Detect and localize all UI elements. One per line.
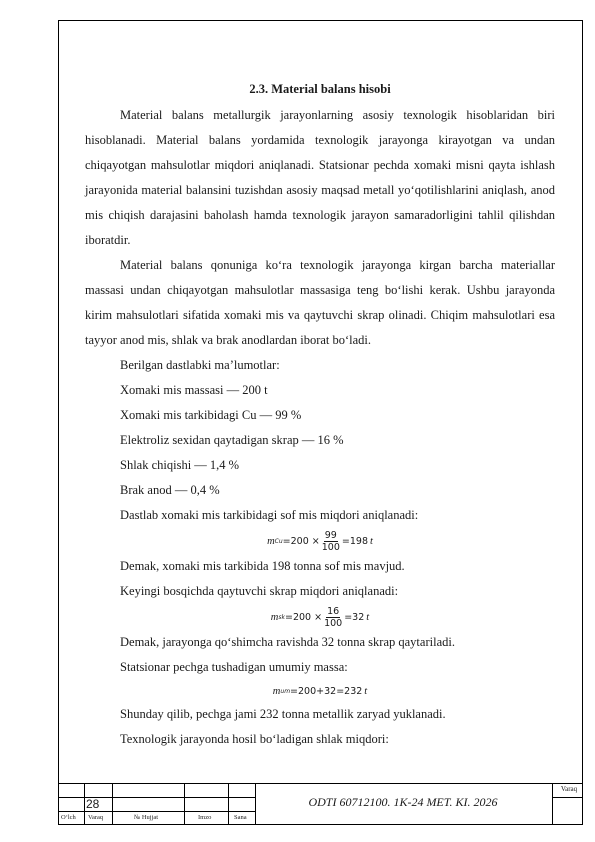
stamp-row-divider-2 — [58, 811, 255, 812]
section-title: 2.3. Material balans hisobi — [249, 82, 391, 96]
stamp-top-border — [58, 783, 583, 784]
stamp-col-2 — [112, 783, 113, 825]
formula-unit: t — [366, 611, 370, 623]
formula-fraction — [324, 606, 342, 629]
document-body — [85, 75, 555, 752]
given-item-reject: Brak anod — 0,4 % — [120, 483, 220, 497]
formula-scrap — [85, 604, 555, 630]
label-olch: O‘lch — [61, 814, 76, 821]
formula-total-mass — [85, 680, 555, 702]
fraction-numerator: 16 — [327, 605, 340, 617]
sheet-label: Varaq — [560, 785, 578, 793]
formula-pure-copper — [85, 528, 555, 554]
result-pure-copper: Demak, xomaki mis tarkibida 198 tonna sof mis mavjud. — [120, 559, 405, 573]
given-item-mass: Xomaki mis massasi — 200 t — [120, 383, 268, 397]
formula-subscript: sk — [278, 613, 285, 621]
given-item-scrap: Elektroliz sexidan qaytadigan skrap — 16 % — [120, 433, 344, 447]
step-total-mass: Statsionar pechga tushadigan umumiy massa: — [120, 660, 348, 674]
fraction-denominator: 100 — [324, 617, 343, 629]
title-block-stamp — [58, 783, 583, 825]
result-total-mass: Shunday qilib, pechga jami 232 tonna metallik zaryad yuklanadi. — [120, 707, 446, 721]
paragraph-intro: Material balans metallurgik jarayonlarning asosiy texnologik hisoblaridan biri hisoblanadi. Material balans yordamida texnologik jarayonga kirayotgan va undan chiqayotgan mahsulotlar miqdori aniqlanadi. Statsionar pechda xomaki misni qayta ishlash jarayonida material balansini tuzishdan asosiy maqsad metall yo‘qotilishlarini aniqlash, anod mis chiqish darajasini baholash hamda texnologik jarayon samaradorligini tahlil qilishdan iboratdir. — [85, 108, 555, 247]
label-varaq: Varaq — [88, 814, 104, 821]
label-imzo: Imzo — [198, 814, 212, 821]
fraction-numerator: 99 — [324, 529, 337, 541]
fraction-denominator: 100 — [321, 541, 340, 553]
stamp-col-6 — [552, 783, 553, 825]
formula-result: =198 — [341, 535, 368, 547]
label-sana: Sana — [234, 814, 247, 821]
formula-left: =200 × — [285, 611, 323, 623]
formula-left: =200 × — [282, 535, 320, 547]
formula-expression: =200+32=232 — [290, 685, 363, 697]
page-number: 28 — [86, 797, 100, 811]
paragraph-balance-law: Material balans qonuniga ko‘ra texnologik jarayonga kirgan barcha materiallar massasi undan chiqayotgan mahsulotlar massasiga teng bo‘lishi kerak. Ushbu jarayonda kirim mahsulotlari sifatida xomaki mis va qaytuvchi skrap olinadi. Chiqim mahsulotlari esa tayyor anod mis, shlak va brak anodlardan iborat bo‘ladi. — [85, 258, 555, 347]
given-data-heading: Berilgan dastlabki ma’lumotlar: — [120, 358, 280, 372]
formula-result: =32 — [344, 611, 365, 623]
formula-subscript: um — [280, 687, 291, 695]
stamp-col-5 — [255, 783, 256, 825]
given-item-slag: Shlak chiqishi — 1,4 % — [120, 458, 240, 472]
document-id: ODTI 60712100. 1K-24 MET. KI. 2026 — [308, 795, 498, 809]
stamp-col-3 — [184, 783, 185, 825]
formula-subscript: Cu — [274, 537, 283, 545]
given-item-cu: Xomaki mis tarkibidagi Cu — 99 % — [120, 408, 302, 422]
stamp-col-4 — [228, 783, 229, 825]
step-scrap: Keyingi bosqichda qaytuvchi skrap miqdori aniqlanadi: — [120, 584, 399, 598]
step-slag: Texnologik jarayonda hosil bo‘ladigan shlak miqdori: — [120, 732, 389, 746]
result-scrap: Demak, jarayonga qo‘shimcha ravishda 32 tonna skrap qaytariladi. — [120, 635, 455, 649]
stamp-col-1 — [84, 783, 85, 825]
formula-unit: t — [369, 535, 373, 547]
formula-variable: m — [270, 611, 279, 623]
stamp-varaq-divider — [552, 797, 583, 798]
label-hujjat: № Hujjat — [134, 814, 159, 821]
formula-variable: m — [272, 685, 281, 697]
formula-fraction — [322, 530, 340, 553]
step-pure-copper: Dastlab xomaki mis tarkibidagi sof mis miqdori aniqlanadi: — [120, 508, 419, 522]
formula-unit: t — [364, 685, 368, 697]
formula-variable: m — [267, 535, 275, 547]
